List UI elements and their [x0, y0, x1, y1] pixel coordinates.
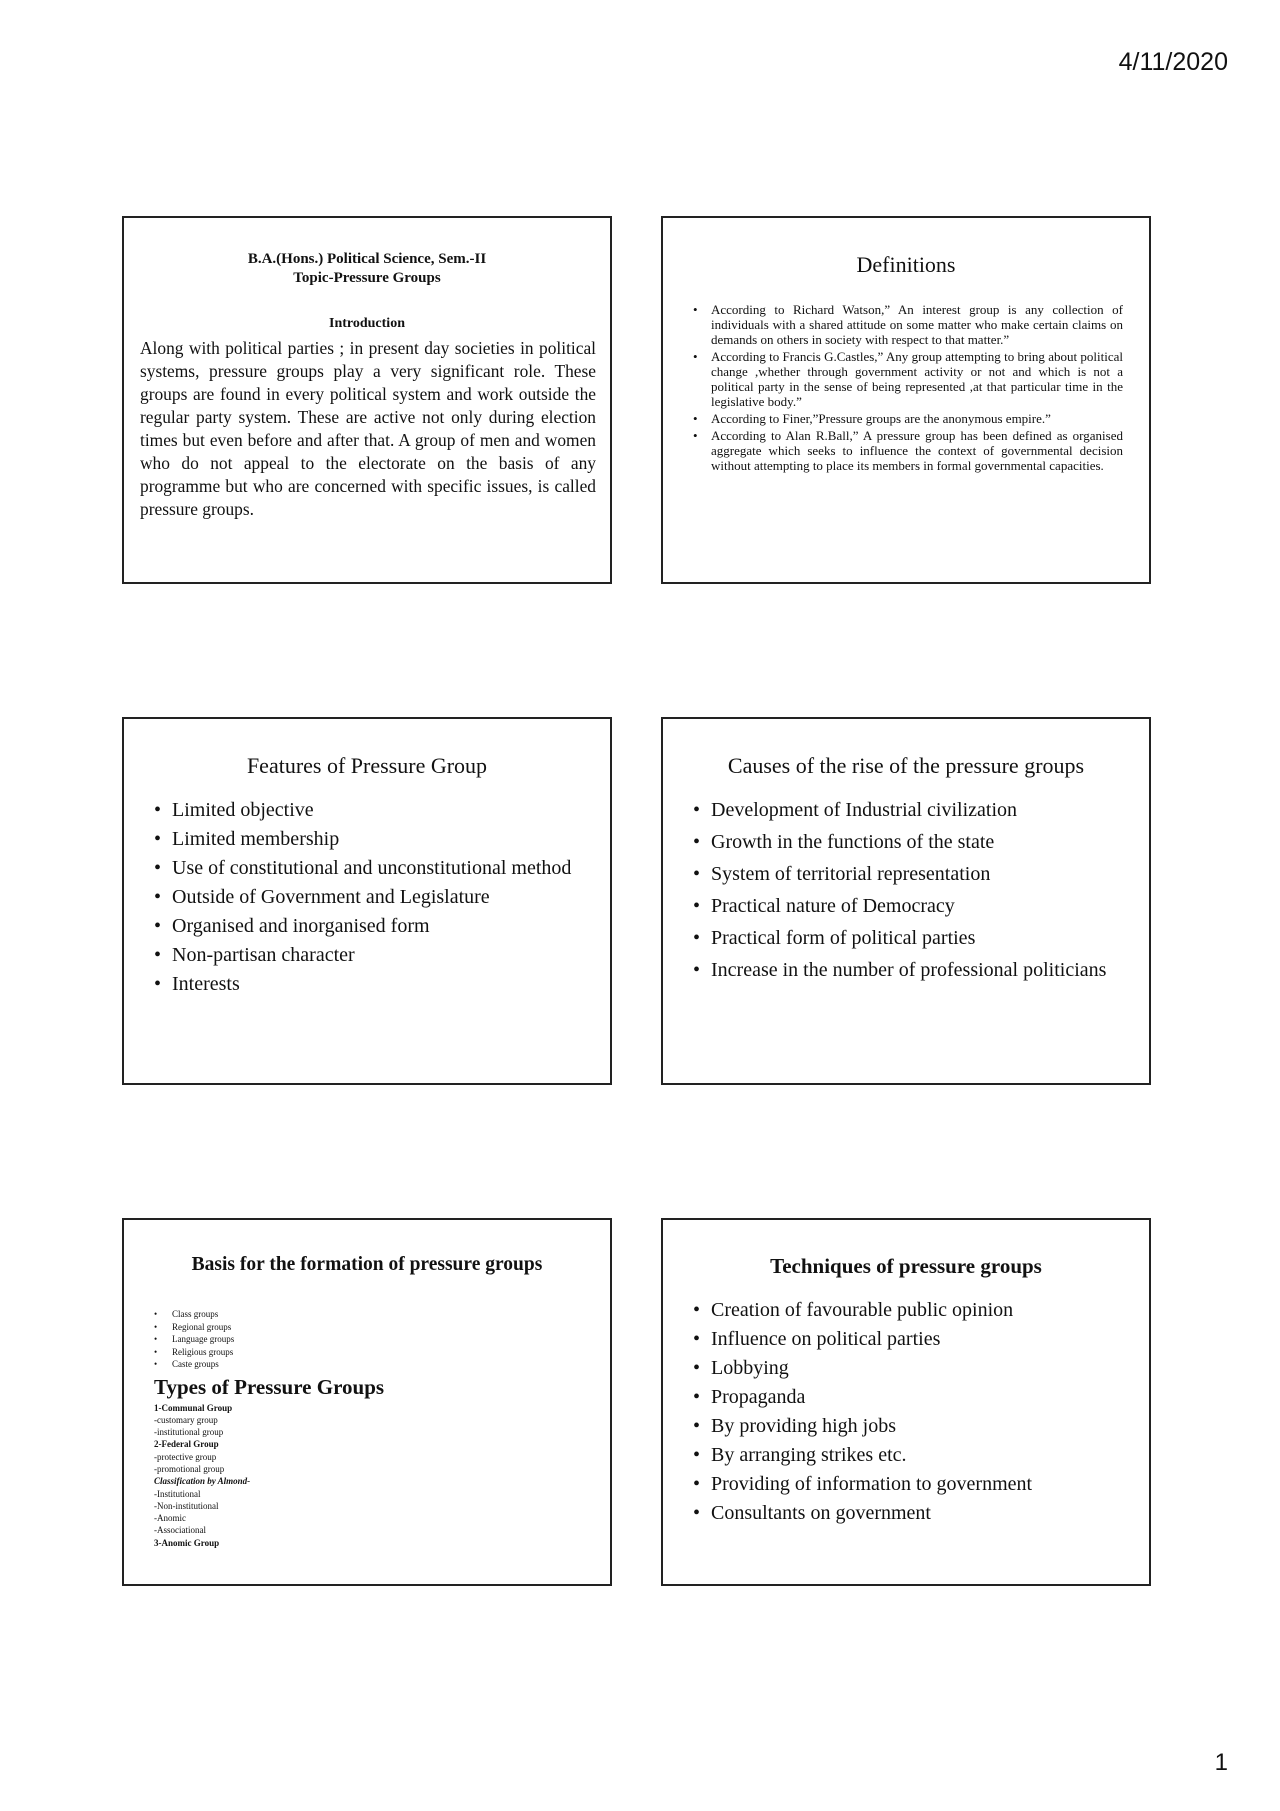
type-group: 2-Federal Group	[154, 1439, 219, 1450]
type-subitem: -Institutional	[154, 1488, 201, 1499]
slide-title: Basis for the formation of pressure groups	[191, 1254, 543, 1275]
type-subitem: -Non-institutional	[154, 1500, 219, 1511]
list-item: • System of territorial representation	[711, 863, 1119, 886]
slide-basis-formation	[122, 1218, 612, 1586]
list-item: • Increase in the number of professional politicians	[711, 959, 1119, 982]
page-number: 1	[1214, 1749, 1228, 1776]
list-item: • Influence on political parties	[711, 1328, 1119, 1351]
list-item: • Regional groups	[172, 1321, 610, 1334]
definitions-list	[711, 302, 1123, 473]
slide-title: Features of Pressure Group	[246, 753, 488, 778]
type-subitem: -customary group	[154, 1414, 218, 1425]
causes-list	[711, 799, 1119, 982]
list-item: • According to Richard Watson,” An interest group is any collection of individuals with a shared attitude on some matter who make certain claims on demands on others in society with respect to that matter.”	[711, 302, 1123, 347]
type-subitem: -institutional group	[154, 1427, 224, 1438]
list-item: • Non-partisan character	[172, 944, 580, 967]
types-list	[154, 1402, 610, 1550]
type-subitem: -Associational	[154, 1525, 206, 1536]
list-item: • Creation of favourable public opinion	[711, 1299, 1119, 1322]
list-item: • Language groups	[172, 1333, 610, 1346]
list-item: • Practical nature of Democracy	[711, 895, 1119, 918]
topic-title: Topic-Pressure Groups	[293, 270, 441, 286]
list-item: • Propaganda	[711, 1386, 1119, 1409]
type-classification: Classification by Almond-	[154, 1476, 251, 1487]
list-item: • According to Francis G.Castles,” Any group attempting to bring about political change ,whether through government activity or not and which is not a political party in the sense of being represented ,at that particular time in the legislative body.”	[711, 349, 1123, 409]
type-subitem: -Anomic	[154, 1513, 186, 1524]
list-item: • By arranging strikes etc.	[711, 1444, 1119, 1467]
features-list	[172, 799, 580, 996]
list-item: • Consultants on government	[711, 1502, 1119, 1525]
list-item: • Class groups	[172, 1308, 610, 1321]
list-item: • Religious groups	[172, 1346, 610, 1359]
type-group: 1-Communal Group	[154, 1402, 233, 1413]
introduction-body: Along with political parties ; in present day societies in political systems, pressure groups play a very significant role. These groups are found in every political system and work outside the regular party system. These are active not only during election times but even before and after that. A group of men and women who do not appeal to the electorate on the basis of any programme but who are concerned with specific issues, is called pressure groups.	[140, 338, 596, 519]
list-item: • According to Alan R.Ball,” A pressure group has been defined as organised aggregate which seeks to influence the context of governmental decision without attempting to place its members in formal governmental capacities.	[711, 428, 1123, 473]
list-item: • Limited membership	[172, 828, 580, 851]
slide-header	[124, 250, 610, 288]
types-heading: Types of Pressure Groups	[154, 1374, 385, 1399]
list-item: • Practical form of political parties	[711, 927, 1119, 950]
slide-causes	[661, 717, 1151, 1085]
type-group: 3-Anomic Group	[154, 1537, 220, 1548]
type-subitem: -protective group	[154, 1451, 217, 1462]
list-item: • Caste groups	[172, 1358, 610, 1371]
slide-definitions	[661, 216, 1151, 584]
slide-title: Techniques of pressure groups	[770, 1254, 1042, 1278]
course-title: B.A.(Hons.) Political Science, Sem.-II	[247, 251, 487, 267]
list-item: • Providing of information to government	[711, 1473, 1119, 1496]
slide-techniques	[661, 1218, 1151, 1586]
list-item: • Lobbying	[711, 1357, 1119, 1380]
list-item: • Development of Industrial civilization	[711, 799, 1119, 822]
slide-features	[122, 717, 612, 1085]
introduction-heading: Introduction	[329, 316, 405, 331]
basis-list	[172, 1308, 610, 1371]
type-subitem: -promotional group	[154, 1463, 225, 1474]
slide-title: Causes of the rise of the pressure groups	[727, 753, 1085, 778]
list-item: • Growth in the functions of the state	[711, 831, 1119, 854]
list-item: • Organised and inorganised form	[172, 915, 580, 938]
list-item: • By providing high jobs	[711, 1415, 1119, 1438]
slide-introduction	[122, 216, 612, 584]
list-item: • Interests	[172, 973, 580, 996]
list-item: • According to Finer,”Pressure groups are the anonymous empire.”	[711, 411, 1123, 426]
page-date: 4/11/2020	[1118, 48, 1228, 76]
slide-title: Definitions	[856, 252, 956, 277]
list-item: • Limited objective	[172, 799, 580, 822]
list-item: • Use of constitutional and unconstitutional method	[172, 857, 580, 880]
techniques-list	[711, 1299, 1119, 1525]
list-item: • Outside of Government and Legislature	[172, 886, 580, 909]
